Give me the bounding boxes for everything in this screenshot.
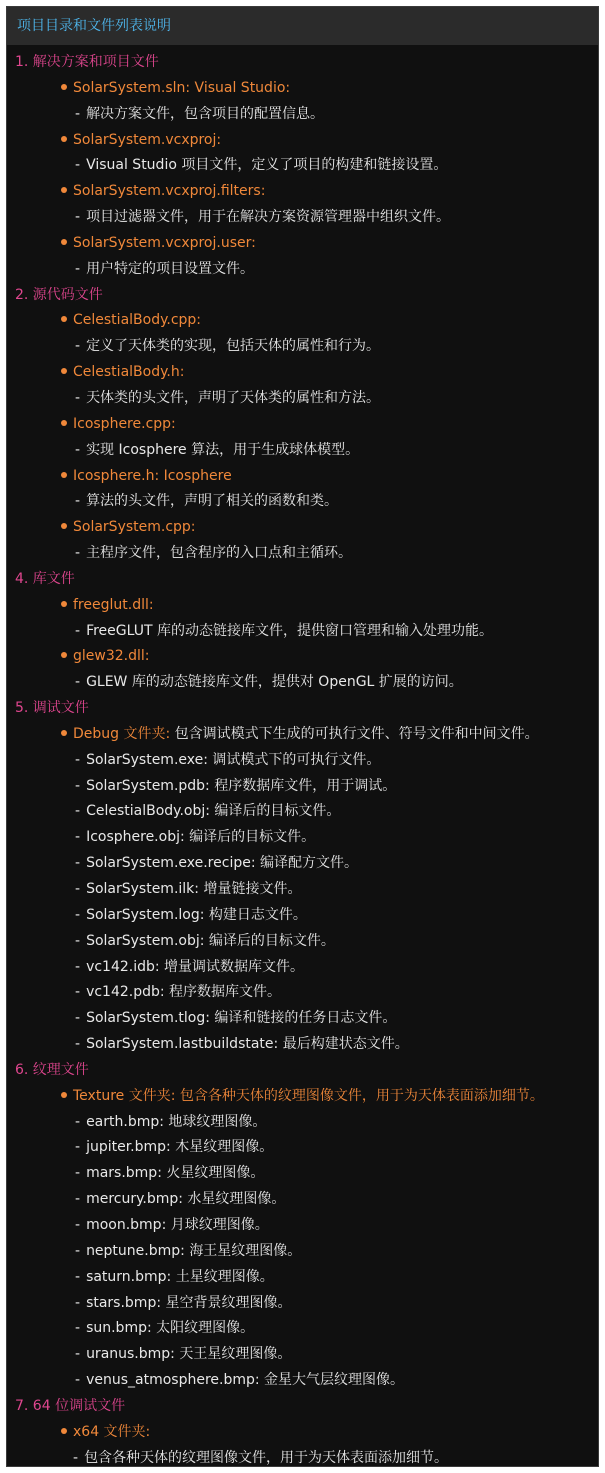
detail-text: vc142.idb: 增量调试数据库文件。 [86, 958, 305, 975]
bullet-icon [61, 84, 67, 90]
detail-text: 用户特定的项目设置文件。 [86, 260, 255, 277]
file-item-name: SolarSystem.vcxproj.filters: [73, 183, 266, 200]
section-heading: 7. 64 位调试文件 [15, 1397, 126, 1414]
dash-icon: - [75, 1346, 81, 1363]
detail-line [7, 153, 598, 179]
dash-icon: - [75, 338, 81, 355]
file-item-name: SolarSystem.sln: Visual Studio: [73, 79, 291, 96]
dash-icon: - [75, 622, 81, 639]
section-heading: 4. 库文件 [15, 570, 75, 587]
file-item [7, 231, 598, 257]
dash-icon: - [75, 906, 81, 923]
file-item [7, 76, 598, 102]
file-item-name: SolarSystem.vcxproj: [73, 131, 222, 148]
detail-text: SolarSystem.tlog: 编译和链接的任务日志文件。 [86, 1010, 397, 1027]
detail-line [7, 1110, 598, 1136]
detail-line [7, 541, 598, 567]
bullet-icon [61, 601, 67, 607]
dash-icon: - [75, 441, 81, 458]
detail-text: earth.bmp: 地球纹理图像。 [86, 1113, 267, 1130]
detail-text: venus_atmosphere.bmp: 金星大气层纹理图像。 [86, 1372, 405, 1389]
file-item-name: SolarSystem.vcxproj.user: [73, 234, 256, 251]
section-heading: 6. 纹理文件 [15, 1061, 89, 1078]
bullet-icon [61, 472, 67, 478]
detail-text: 包含各种天体的纹理图像文件，用于为天体表面添加细节。 [84, 1449, 449, 1466]
detail-text: vc142.pdb: 程序数据库文件。 [86, 984, 282, 1001]
detail-text: SolarSystem.exe: 调试模式下的可执行文件。 [86, 751, 381, 768]
detail-line [7, 670, 598, 696]
detail-line [7, 489, 598, 515]
detail-line [7, 929, 598, 955]
detail-line [7, 1265, 598, 1291]
detail-line [7, 799, 598, 825]
dash-icon: - [75, 855, 81, 872]
detail-text: CelestialBody.obj: 编译后的目标文件。 [86, 803, 341, 820]
file-item-name: x64 文件夹: [73, 1423, 151, 1440]
detail-line [7, 980, 598, 1006]
detail-line [7, 1368, 598, 1394]
detail-line [7, 851, 598, 877]
section-heading: 2. 源代码文件 [15, 286, 103, 303]
detail-line [7, 438, 598, 464]
dash-icon: - [75, 1036, 81, 1053]
file-item [7, 128, 598, 154]
section-heading: 5. 调试文件 [15, 700, 89, 717]
detail-line [7, 1239, 598, 1265]
detail-line [7, 102, 598, 128]
file-item [7, 593, 598, 619]
dash-icon: - [75, 777, 81, 794]
dash-icon: - [75, 209, 81, 226]
detail-text: 天体类的头文件，声明了天体类的属性和方法。 [86, 389, 381, 406]
bullet-icon [61, 368, 67, 374]
detail-line [7, 774, 598, 800]
dash-icon: - [75, 1139, 81, 1156]
detail-line [7, 1006, 598, 1032]
detail-text: mercury.bmp: 水星纹理图像。 [86, 1191, 286, 1208]
dash-icon: - [75, 1113, 81, 1130]
dash-icon: - [75, 751, 81, 768]
file-item [7, 308, 598, 334]
dash-icon: - [75, 932, 81, 949]
detail-line [7, 257, 598, 283]
dash-icon: - [75, 545, 81, 562]
dash-icon: - [75, 389, 81, 406]
dash-icon: - [75, 803, 81, 820]
dash-icon: - [75, 958, 81, 975]
detail-text: SolarSystem.ilk: 增量链接文件。 [86, 881, 302, 897]
dash-icon: - [75, 674, 81, 691]
detail-text: SolarSystem.log: 构建日志文件。 [86, 906, 307, 923]
dash-icon: - [75, 1165, 81, 1182]
file-item [7, 644, 598, 670]
bullet-icon [61, 136, 67, 142]
detail-text: Icosphere.obj: 编译后的目标文件。 [86, 829, 316, 846]
dash-icon: - [75, 1010, 81, 1027]
detail-text: 定义了天体类的实现，包括天体的属性和行为。 [86, 338, 381, 355]
bullet-icon [61, 1428, 67, 1434]
dash-icon: - [75, 1191, 81, 1208]
dash-icon: - [75, 260, 81, 277]
detail-line [7, 619, 598, 645]
detail-text: 实现 Icosphere 算法，用于生成球体模型。 [86, 441, 360, 458]
detail-text: neptune.bmp: 海王星纹理图像。 [86, 1242, 302, 1259]
document-content [7, 45, 598, 1467]
detail-line [7, 1291, 598, 1317]
file-item-name: CelestialBody.h: [73, 364, 185, 381]
dash-icon: - [75, 1294, 81, 1311]
bullet-icon [61, 239, 67, 245]
detail-text: saturn.bmp: 土星纹理图像。 [86, 1268, 274, 1285]
detail-line [7, 903, 598, 929]
bullet-icon [61, 316, 67, 322]
file-item [7, 722, 598, 748]
detail-line [7, 1161, 598, 1187]
section-heading: 1. 解决方案和项目文件 [15, 54, 159, 70]
file-item-name: Debug 文件夹: [73, 725, 171, 742]
detail-line [7, 386, 598, 412]
file-item-name: SolarSystem.cpp: [73, 519, 196, 536]
document-panel [6, 6, 599, 1467]
dash-icon: - [75, 493, 81, 510]
file-item [7, 360, 598, 386]
detail-text: 主程序文件，包含程序的入口点和主循环。 [86, 545, 353, 562]
dash-icon: - [75, 1216, 81, 1233]
file-item [7, 515, 598, 541]
detail-text: mars.bmp: 火星纹理图像。 [86, 1165, 265, 1182]
detail-text: FreeGLUT 库的动态链接库文件，提供窗口管理和输入处理功能。 [86, 622, 493, 639]
bullet-icon [61, 730, 67, 736]
bullet-icon [61, 420, 67, 426]
file-item-name: Texture 文件夹: 包含各种天体的纹理图像文件，用于为天体表面添加细节。 [73, 1087, 544, 1104]
detail-text: SolarSystem.obj: 编译后的目标文件。 [86, 932, 335, 949]
detail-line [7, 1135, 598, 1161]
detail-text: 项目过滤器文件，用于在解决方案资源管理器中组织文件。 [86, 209, 451, 226]
detail-text: stars.bmp: 星空背景纹理图像。 [86, 1294, 292, 1311]
dash-icon: - [75, 1268, 81, 1285]
file-item-name: Icosphere.h: Icosphere [73, 467, 232, 484]
file-item [7, 179, 598, 205]
detail-line [7, 1032, 598, 1058]
file-item [7, 1420, 598, 1446]
bullet-icon [61, 187, 67, 193]
dash-icon: - [75, 881, 81, 897]
detail-text: moon.bmp: 月球纹理图像。 [86, 1216, 269, 1233]
detail-text: uranus.bmp: 天王星纹理图像。 [86, 1346, 292, 1363]
detail-line [7, 955, 598, 981]
dash-icon: - [75, 1372, 81, 1389]
detail-line [7, 1316, 598, 1342]
file-item-name: Icosphere.cpp: [73, 415, 176, 432]
detail-line [7, 1213, 598, 1239]
dash-icon: - [75, 1242, 81, 1259]
detail-line [7, 334, 598, 360]
bullet-icon [61, 652, 67, 658]
bullet-icon [61, 1092, 67, 1098]
bullet-icon [61, 523, 67, 529]
detail-text: 解决方案文件，包含项目的配置信息。 [86, 105, 325, 122]
file-item-description: 包含调试模式下生成的可执行文件、符号文件和中间文件。 [170, 725, 539, 742]
dash-icon: - [75, 829, 81, 846]
detail-text: 算法的头文件，声明了相关的函数和类。 [86, 493, 339, 510]
detail-text: Visual Studio 项目文件，定义了项目的构建和链接设置。 [86, 157, 448, 174]
file-item-name: glew32.dll: [73, 648, 150, 665]
detail-line [7, 1342, 598, 1368]
dash-icon: - [75, 1320, 81, 1337]
detail-line [7, 877, 598, 903]
file-item-name: CelestialBody.cpp: [73, 312, 202, 329]
file-item [7, 1084, 598, 1110]
detail-text: SolarSystem.lastbuildstate: 最后构建状态文件。 [86, 1036, 409, 1053]
detail-text: sun.bmp: 太阳纹理图像。 [86, 1320, 255, 1337]
file-item [7, 412, 598, 438]
detail-text: jupiter.bmp: 木星纹理图像。 [86, 1139, 274, 1156]
detail-line [7, 748, 598, 774]
dash-icon: - [75, 984, 81, 1001]
detail-line [7, 1446, 598, 1467]
file-item [7, 464, 598, 490]
detail-text: SolarSystem.pdb: 程序数据库文件，用于调试。 [86, 777, 397, 794]
detail-line [7, 205, 598, 231]
file-item-name: freeglut.dll: [73, 596, 154, 613]
detail-text: GLEW 库的动态链接库文件，提供对 OpenGL 扩展的访问。 [86, 674, 463, 691]
detail-line [7, 1187, 598, 1213]
dash-icon: - [75, 157, 81, 174]
dash-icon: - [75, 105, 81, 122]
dash-icon: - [73, 1449, 79, 1466]
detail-line [7, 825, 598, 851]
document-title: 项目目录和文件列表说明 [7, 7, 598, 45]
detail-text: SolarSystem.exe.recipe: 编译配方文件。 [86, 855, 358, 872]
